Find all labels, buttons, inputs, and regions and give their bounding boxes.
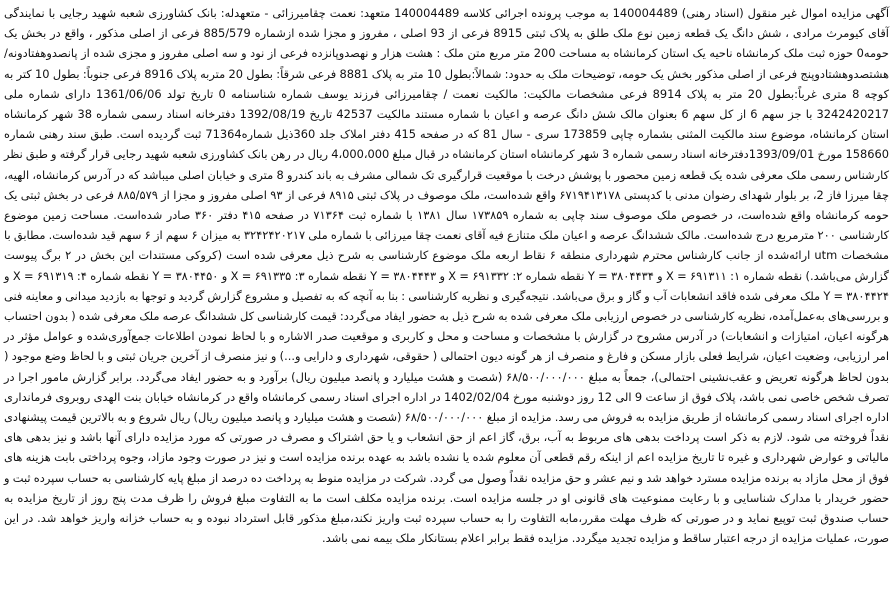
auction-notice-text	[4, 3, 889, 548]
notice-paragraph: آگهی مزایده اموال غیر منقول (اسناد رهنی) 140004489 به موجب پرونده اجرائی کلاسه 140004489 متعهد: نعمت چقامیرزائی - متعهدله: بانک کشاورزی شعبه شهید رجایی با نمایندگی آقای کیومرث مرادی ، شش دانگ یک قطعه زمین نوع ملک طلق به پلاک ثبتی 8915 فرعی از 93 اصلی ، مفروز و مجزا شده ازشماره 885/579 فرعی از اصلی مذکور ، واقع در بخش یک حومه0 حوزه ثبت ملک کرمانشاه ناحیه یک استان کرمانشاه به مساحت 200 متر مربع متن ملک : هشت هزار و نهصدوپانزده فرعی از نود و سه اصلی مفروز و مجزی شده از پانصدوهفتادونه/هشتصدوهشتادوپنج فرعی از اصلی مذکور بخش یک حومه، توضیحات ملک به حدود: شمالاً:بطول 10 متر به پلاک 8881 فرعی شرقاً: بطول 20 متربه پلاک 8916 فرعی جنوباً: بطول 10 کتر به کوچه 8 متری غرباً:بطول 20 متر به پلاک 8914 فرعی مشخصات مالکیت: مالکیت نعمت / چقامیرزائی فرزند یوسف شماره شناسنامه 0 تاریخ تولد 1361/06/06 دارای شماره ملی 3242420217 با جز سهم 6 از کل سهم 6 بعنوان مالک شش دانگ عرصه و اعیان با شماره مستند مالکیت 42537 تاریخ 1392/08/19 دفترخانه اسناد رسمی شماره 38 شهر کرمانشاه استان کرمانشاه، موضوع سند مالکیت المثنی بشماره چاپی 173859 سری - سال 81 که در صفحه 415 دفتر املاک جلد 360ذیل شماره71364 ثبت گردیده است. طبق سند رهنی شماره 158660 مورخ 1393/09/01دفترخانه اسناد رسمی شماره 3 شهر کرمانشاه استان کرمانشاه در قبال مبلغ 4،000،000 ریال در رهن بانک کشاورزی شعبه شهید رجایی قرار گرفته و طبق نظر کارشناس رسمی ملک معرفی شده یک قطعه زمین محصور با پوشش درخت با موقعیت قرارگیری تک شمالی مشرف به باند کندرو 8 متری و خیابان اصلی میباشد که در آدرس کرمانشاه، الهیه، چقا میرزا فاز 2، بر بلوار شهدای رضوان مدنی با کدپستی ۶۷۱۹۴۱۳۱۷۸ واقع شده‌است، ملک موصوف در پلاک ثبتی ۸۹۱۵ فرعی از ۹۳ اصلی مفروز و مجزا از ۸۸۵/۵۷۹ فرعی در بخش ثبتی یک حومه کرمانشاه واقع شده‌است، در خصوص ملک موصوف سند چاپی به شماره ۱۷۳۸۵۹ سال ۱۳۸۱ با شماره ثبت ۷۱۳۶۴ در صفحه ۴۱۵ دفتر ۳۶۰ صادر شده‌است. مساحت زمین موضوع کارشناسی ۲۰۰ مترمربع درج شده‌است. مالک ششدانگ عرصه و اعیان ملک متنازع فیه آقای نعمت چقا میرزائی با شماره ملی ۳۲۴۲۴۲۰۲۱۷ به میزان ۶ سهم از ۶ سهم قید شده‌است. مطابق با مشخصات utm ارائه‌شده از جانب کارشناس محترم شهرداری منطقه ۶ نقاط اربعه ملک موضوع کارشناسی به شرح ذیل معرفی شده است (کروکی مستندات این بخش در ۲ برگ پیوست گزارش می‌باشد.) نقطه شماره ۱: ۶۹۱۳۱۱ = X و ۳۸۰۴۴۳۴ = Y نقطه شماره ۲: ۶۹۱۳۳۲ = X و ۳۸۰۴۴۴۳ = Y نقطه شماره ۳: ۶۹۱۳۳۵ = X و ۳۸۰۴۴۵۰ = Y نقطه شماره ۴: ۶۹۱۳۱۹ = X و ۳۸۰۴۴۲۴ = Y ملک معرفی شده فاقد انشعابات آب و گاز و برق می‌باشد. نتیجه‌گیری و نظریه کارشناسی : بنا به آنچه که به تفصیل و مشروع گزارش گردید و توجها به بازدید میدانی و معاینه فنی و بررسی‌های به‌عمل‌آمده، نظریه کارشناسی در خصوص ارزیابی ملک معرفی شده به شرح ذیل به حضور ایفاد می‌گردد: قیمت کارشناسی کل ششدانگ عرصه ملک معرفی شده ( بدون احتساب هرگونه اعیان، امتیازات و انشعابات) در آدرس مشروح در گزارش با مشخصات و مساحت و محل و کاربری و موقعیت صدر الاشاره و با لحاظ نمودن اطلاعات جمع‌آوری‌شده و عوامل مؤثر در امر ارزیابی، وضعیت اعیان، شرایط فعلی بازار مسکن و فارغ و منصرف از هر گونه دیون احتمالی ( حقوقی، شهرداری و دارایی و...) و نیز منصرف از آخرین جریان ثبتی و با لحاظ وضع موجود ( بدون لحاظ هرگونه تعریض و عقب‌نشینی احتمالی)، جمعاً به مبلغ ۶۸/۵۰۰/۰۰۰/۰۰۰ (شصت و هشت میلیارد و پانصد میلیون ریال) برآورد و به حضور ایفاد می‌گردد. برابر گزارش مامور اجرا در تصرف شخص خاصی نمی باشد، پلاک فوق از ساعت 9 الی 12 روز دوشنبه مورخ 1402/02/04 در اداره اجرای اسناد رسمی کرمانشاه واقع در کرمانشاه خیابان بنت الهدی روبروی فرمانداری اداره اجرای اسناد رسمی کرمانشاه از طریق مزایده به فروش می رسد. مزایده از مبلغ ۶۸/۵۰۰/۰۰۰/۰۰۰ (شصت و هشت میلیارد و پانصد میلیون ریال) ریال شروع و به بالاترین قیمت پیشنهادی نقداً فروخته می شود. لازم به ذکر است پرداخت بدهی های مربوط به آب، برق، گاز اعم از حق انشعاب و یا حق اشتراک و مصرف در صورتی که مورد مزایده دارای آنها باشد و نیز بدهی های مالیاتی و عوارض شهرداری و غیره تا تاریخ مزایده اعم از اینکه رقم قطعی آن معلوم شده یا نشده باشد به عهده برنده مزایده است و نیز در صورت وجود مازاد، وجوه پرداختی بابت هزینه های فوق از محل مازاد به برنده مزایده مسترد خواهد شد و نیم عشر و حق مزایده نقداً وصول می گردد. شرکت در مزایده منوط به پرداخت ده درصد از مبلغ پایه کارشناسی به حساب سپرده ثبت و حضور خریدار با مدارک شناسایی و با رعایت ممنوعیت های قانونی او در جلسه مزایده است. برنده مزایده مکلف است ما به التفاوت مبلغ فروش را ظرف مدت پنج روز از تاریخ مزایده به حساب صندوق ثبت توپیع نماید و در صورتی که ظرف مهلت مقرر،مابه التفاوت را به حساب سپرده ثبت واریز نکند،مبلغ مذکور قابل استرداد نبوده و به حساب خزانه واریز خواهد شد. در این صورت، عملیات مزایده از درجه اعتبار ساقط و مزایده تجدید میگردد. مزایده فقط برابر اعلام بستانکار ملک بیمه نمی باشد.	[4, 6, 890, 546]
